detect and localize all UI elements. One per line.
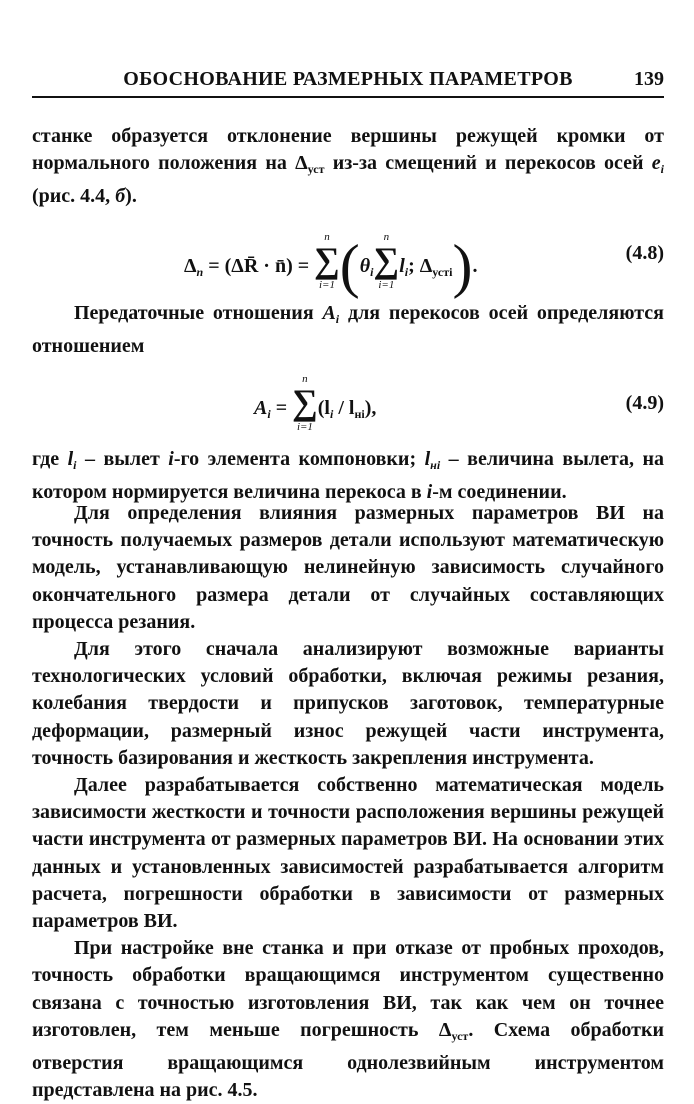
page-number: 139	[634, 68, 664, 90]
paragraph-1-var-sub: i	[660, 162, 664, 177]
paragraph-6: Далее разрабатывается собственно математическая модель зависимости жесткости и точности расположения вершины режущей части инструмента от размерных параметров ВИ. На основании этих данных и установленных зависимостей разрабатывается алгоритм расчета, погрешности обработки в зависимости от размерных параметров ВИ.	[32, 774, 664, 933]
equation-number-4-9: (4.9)	[625, 392, 664, 414]
eq49-body2-sub: нi	[354, 407, 365, 421]
paragraph-3	[32, 446, 664, 506]
paragraph-3-l-sub: i	[73, 458, 77, 472]
paragraph-7-part1: При настройке вне станка и при отказе от пробных проходов, точность обработки вращающимся инструментом существенно связана с точностью изготовления ВИ, так как чем он точнее изготовлен, тем меньше погрешность Δ	[32, 937, 664, 1041]
paragraph-3-part3: -го элемента компоновки;	[173, 448, 425, 470]
eq48-inner-sum-sign: ∑ n i=1	[373, 231, 400, 291]
equation-4-8-formula	[184, 231, 478, 299]
equation-4-8	[32, 220, 664, 299]
eq48-sum-top: n	[324, 231, 330, 243]
paragraph-2	[32, 300, 664, 360]
eq48-sum-bottom: i=1	[318, 279, 335, 291]
paragraph-7	[32, 935, 664, 1104]
eq48-left-paren: (	[339, 233, 360, 299]
eq49-eq: =	[270, 397, 293, 419]
eq49-body3: ),	[364, 397, 377, 419]
eq49-body1: (l	[317, 397, 330, 419]
paragraph-2-var-sub: i	[335, 312, 340, 326]
eq49-sum-top: n	[302, 373, 308, 385]
paragraph-3-text	[32, 446, 664, 506]
eq48-inner-top: n	[383, 231, 390, 243]
paragraph-3-i: i	[168, 448, 174, 470]
eq48-delta-sub: устi	[432, 265, 453, 279]
eq48-lhs-sub: n	[196, 265, 204, 279]
eq49-lhs: A	[254, 397, 268, 419]
eq48-theta-sub: i	[370, 265, 374, 279]
paragraph-3-ln: l	[424, 448, 431, 470]
paragraph-3-part2: – вылет	[76, 448, 169, 470]
paragraphs-body	[32, 500, 664, 1104]
paragraph-3-ln-sub: нi	[430, 458, 441, 472]
eq48-lhs: Δ	[184, 255, 197, 277]
equation-4-9-formula	[254, 373, 377, 433]
paragraph-5: Для этого сначала анализируют возможные варианты технологических условий обработки, включая режимы резания, колебания твердости и припусков заготовок, температурные деформации, размерный износ режущей части инструмента, точность базирования и жесткость закрепления инструмента.	[32, 638, 664, 769]
eq48-l: l	[399, 255, 405, 277]
paragraph-3-part4: – величина вылета, на котором нормируется величина перекоса в	[32, 448, 664, 504]
paragraph-1-part4: ).	[125, 185, 137, 208]
eq49-sum-bottom: i=1	[296, 421, 313, 433]
paragraph-1-part3: (рис. 4.4,	[32, 185, 116, 208]
paragraph-3-i2: i	[426, 481, 433, 504]
paragraph-3-part1: где	[32, 448, 68, 470]
eq48-sum-sign: ∑ n i=1	[314, 231, 340, 291]
paragraph-2-var: A	[322, 302, 336, 324]
eq48-l-sub: i	[404, 265, 409, 279]
paragraph-4: Для определения влияния размерных параметров ВИ на точность получаемых размеров детали используют математическую модель, устанавливающую нелинейную зависимость случайного окончательного размера детали от случайных составляющих процесса резания.	[32, 502, 664, 633]
eq49-sum-sign: ∑ n i=1	[292, 373, 318, 433]
paragraph-3-l: l	[67, 448, 74, 470]
paragraph-1-fig: б	[115, 185, 126, 208]
running-title: ОБОСНОВАНИЕ РАЗМЕРНЫХ ПАРАМЕТРОВ	[123, 68, 573, 90]
paragraph-1-var: e	[651, 152, 661, 175]
paragraph-7-part2: . Схема обработки отверстия вращающимся однолезвийным инструментом представлена на рис. 4.5.	[32, 1018, 664, 1102]
eq48-delta: ; Δ	[408, 255, 433, 277]
eq49-body2: / l	[333, 397, 355, 419]
eq48-inner-bottom: i=1	[378, 279, 395, 291]
eq48-eq1: = (ΔR̄ · n̄) =	[203, 255, 315, 277]
equation-number-4-8: (4.8)	[625, 242, 664, 264]
paragraph-1	[32, 123, 664, 211]
eq48-end: .	[472, 255, 478, 277]
header-rule	[32, 96, 664, 98]
paragraph-2-text	[32, 300, 664, 360]
paragraph-2-part2: для перекосов осей определяются отношением	[32, 302, 664, 358]
page-header	[32, 62, 664, 96]
eq49-lhs-sub: i	[267, 407, 271, 421]
eq49-body1-sub: i	[329, 407, 334, 421]
eq48-right-paren: )	[452, 233, 473, 299]
paragraph-1-sub: уст	[307, 162, 325, 177]
eq48-theta: θ	[359, 255, 371, 277]
paragraph-3-part5: -м соединении.	[432, 481, 567, 504]
paragraph-1-part1: станке образуется отклонение вершины режущей кромки от нормального положения на Δ	[32, 125, 664, 175]
paragraph-1-text	[32, 123, 664, 211]
paragraph-7-sub: уст	[451, 1028, 469, 1043]
equation-4-9	[32, 372, 664, 432]
paragraph-2-part1: Передаточные отношения	[74, 302, 323, 324]
paragraph-1-part2: из-за смещений и перекосов осей	[324, 152, 652, 175]
